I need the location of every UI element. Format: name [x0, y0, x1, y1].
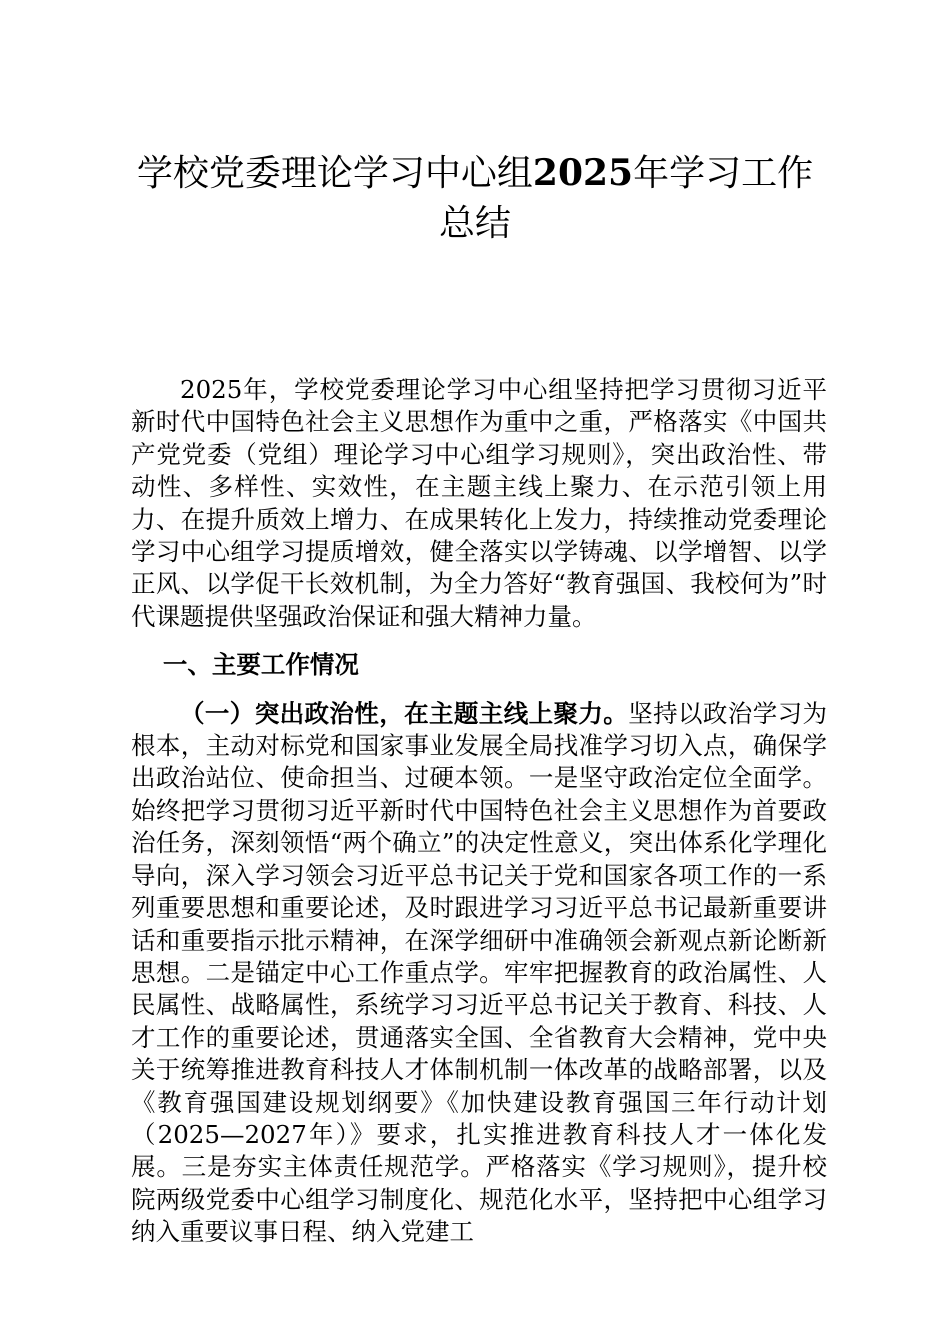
title-prefix: 学校党委理论学习中心组 [136, 153, 533, 194]
subsection-body: 坚持以政治学习为根本，主动对标党和国家事业发展全局找准学习切入点，确保学出政治站位、使命担当、过硬本领。一是坚守政治定位全面学。始终把学习贯彻习近平新时代中国特色社会主义思想作为首要政治任务，深刻领悟“两个确立”的决定性意义，突出体系化学理化导向，深入学习领会习近平总书记关于党和国家各项工作的一系列重要思想和重要论述，及时跟进学习习近平总书记最新重要讲话和重要指示批示精神，在深学细研中准确领会新观点新论断新思想。二是锚定中心工作重点学。牢牢把握教育的政治属性、人民属性、战略属性，系统学习习近平总书记关于教育、科技、人才工作的重要论述，贯通落实全国、全省教育大会精神，党中央关于统筹推进教育科技人才体制机制一体改革的战略部署，以及《教育强国建设规划纲要》《加快建设教育强国三年行动计划（2025—2027年）》要求，扎实推进教育科技人才一体化发展。三是夯实主体责任规范学。严格落实《学习规则》，提升校院两级党委中心组学习制度化、规范化水平，坚持把中心组学习纳入重要议事日程、纳入党建工 [131, 698, 828, 1247]
document-title [120, 148, 830, 249]
section-heading: 一、主要工作情况 [162, 650, 359, 680]
subsection-heading: （一）突出政治性，在主题主线上聚力。 [180, 698, 629, 728]
document-body [131, 374, 827, 1249]
title-year: 2025 [532, 152, 634, 194]
title-suffix: 年学习工作总结 [438, 153, 814, 244]
intro-paragraph: 2025年，学校党委理论学习中心组坚持把学习贯彻习近平新时代中国特色社会主义思想作为重中之重，严格落实《中国共产党党委（党组）理论学习中心组学习规则》，突出政治性、带动性、多样性、实效性，在主题主线上聚力、在示范引领上用力、在提升质效上增力、在成果转化上发力，持续推动党委理论学习中心组学习提质增效，健全落实以学铸魂、以学增智、以学正风、以学促干长效机制，为全力答好“教育强国、我校何为”时代课题提供坚强政治保证和强大精神力量。 [131, 375, 827, 631]
subsection-paragraph [131, 698, 827, 1249]
